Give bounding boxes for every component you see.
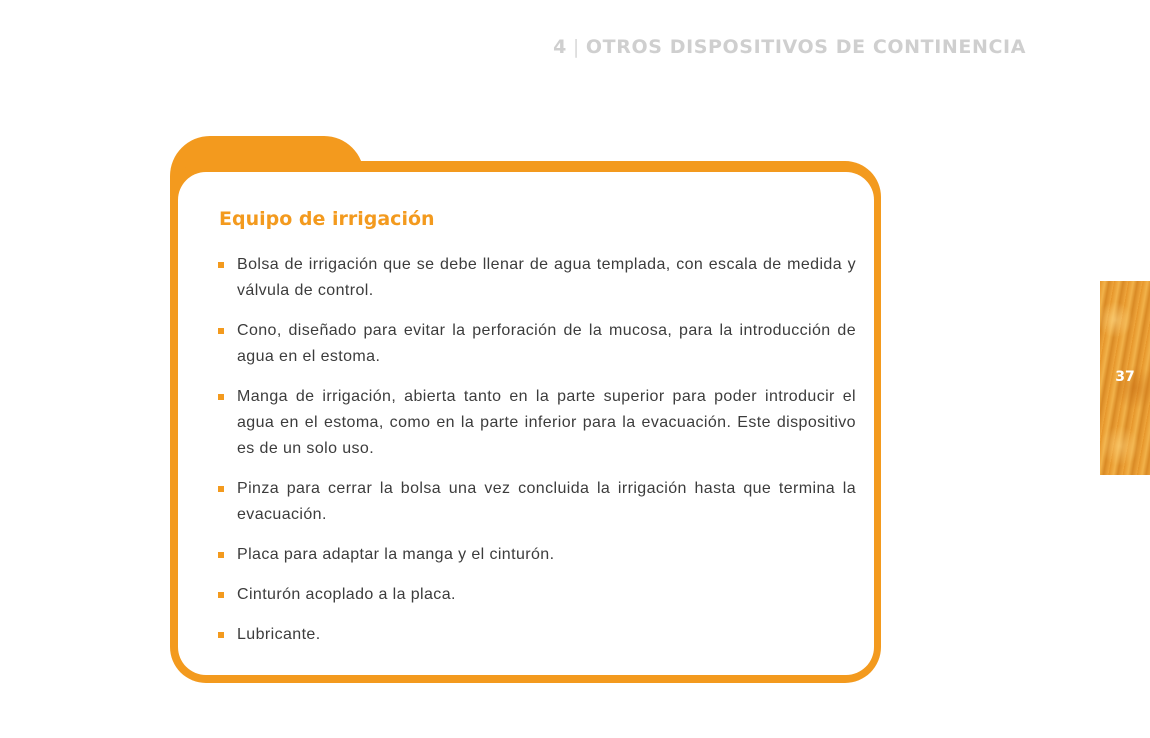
- list-item-text: Bolsa de irrigación que se debe llenar de agua templada, con escala de medida y válvula de control.: [237, 256, 856, 299]
- chapter-header: [553, 36, 1026, 58]
- square-bullet-icon: [218, 328, 224, 334]
- list-item-text: Cinturón acoplado a la placa.: [237, 586, 456, 603]
- info-box: [170, 161, 881, 683]
- square-bullet-icon: [218, 632, 224, 638]
- chapter-title: OTROS DISPOSITIVOS DE CONTINENCIA: [585, 36, 1026, 58]
- item-list: [218, 252, 856, 662]
- list-item-text: Pinza para cerrar la bolsa una vez concluida la irrigación hasta que termina la evacuación.: [237, 480, 856, 523]
- square-bullet-icon: [218, 394, 224, 400]
- square-bullet-icon: [218, 262, 224, 268]
- list-item-text: Cono, diseñado para evitar la perforación de la mucosa, para la introducción de agua en el estoma.: [237, 322, 856, 365]
- info-box-content: [178, 172, 874, 675]
- square-bullet-icon: [218, 486, 224, 492]
- square-bullet-icon: [218, 552, 224, 558]
- header-separator: |: [572, 36, 580, 58]
- list-item: [218, 384, 856, 462]
- list-item: [218, 252, 856, 304]
- list-item: [218, 542, 856, 568]
- list-item: [218, 318, 856, 370]
- page-number: 37: [1115, 369, 1135, 385]
- list-item-text: Lubricante.: [237, 626, 321, 643]
- list-item-text: Manga de irrigación, abierta tanto en la parte superior para poder introducir el agua en el estoma, como en la parte inferior para la evacuación. Este dispositivo es de un solo uso.: [237, 388, 856, 457]
- list-item: [218, 476, 856, 528]
- chapter-number: 4: [553, 36, 567, 58]
- list-item-text: Placa para adaptar la manga y el cinturón.: [237, 546, 555, 563]
- square-bullet-icon: [218, 592, 224, 598]
- list-item: [218, 582, 856, 608]
- list-item: [218, 622, 856, 648]
- page-side-tab: [1100, 281, 1150, 475]
- box-title: Equipo de irrigación: [219, 208, 435, 230]
